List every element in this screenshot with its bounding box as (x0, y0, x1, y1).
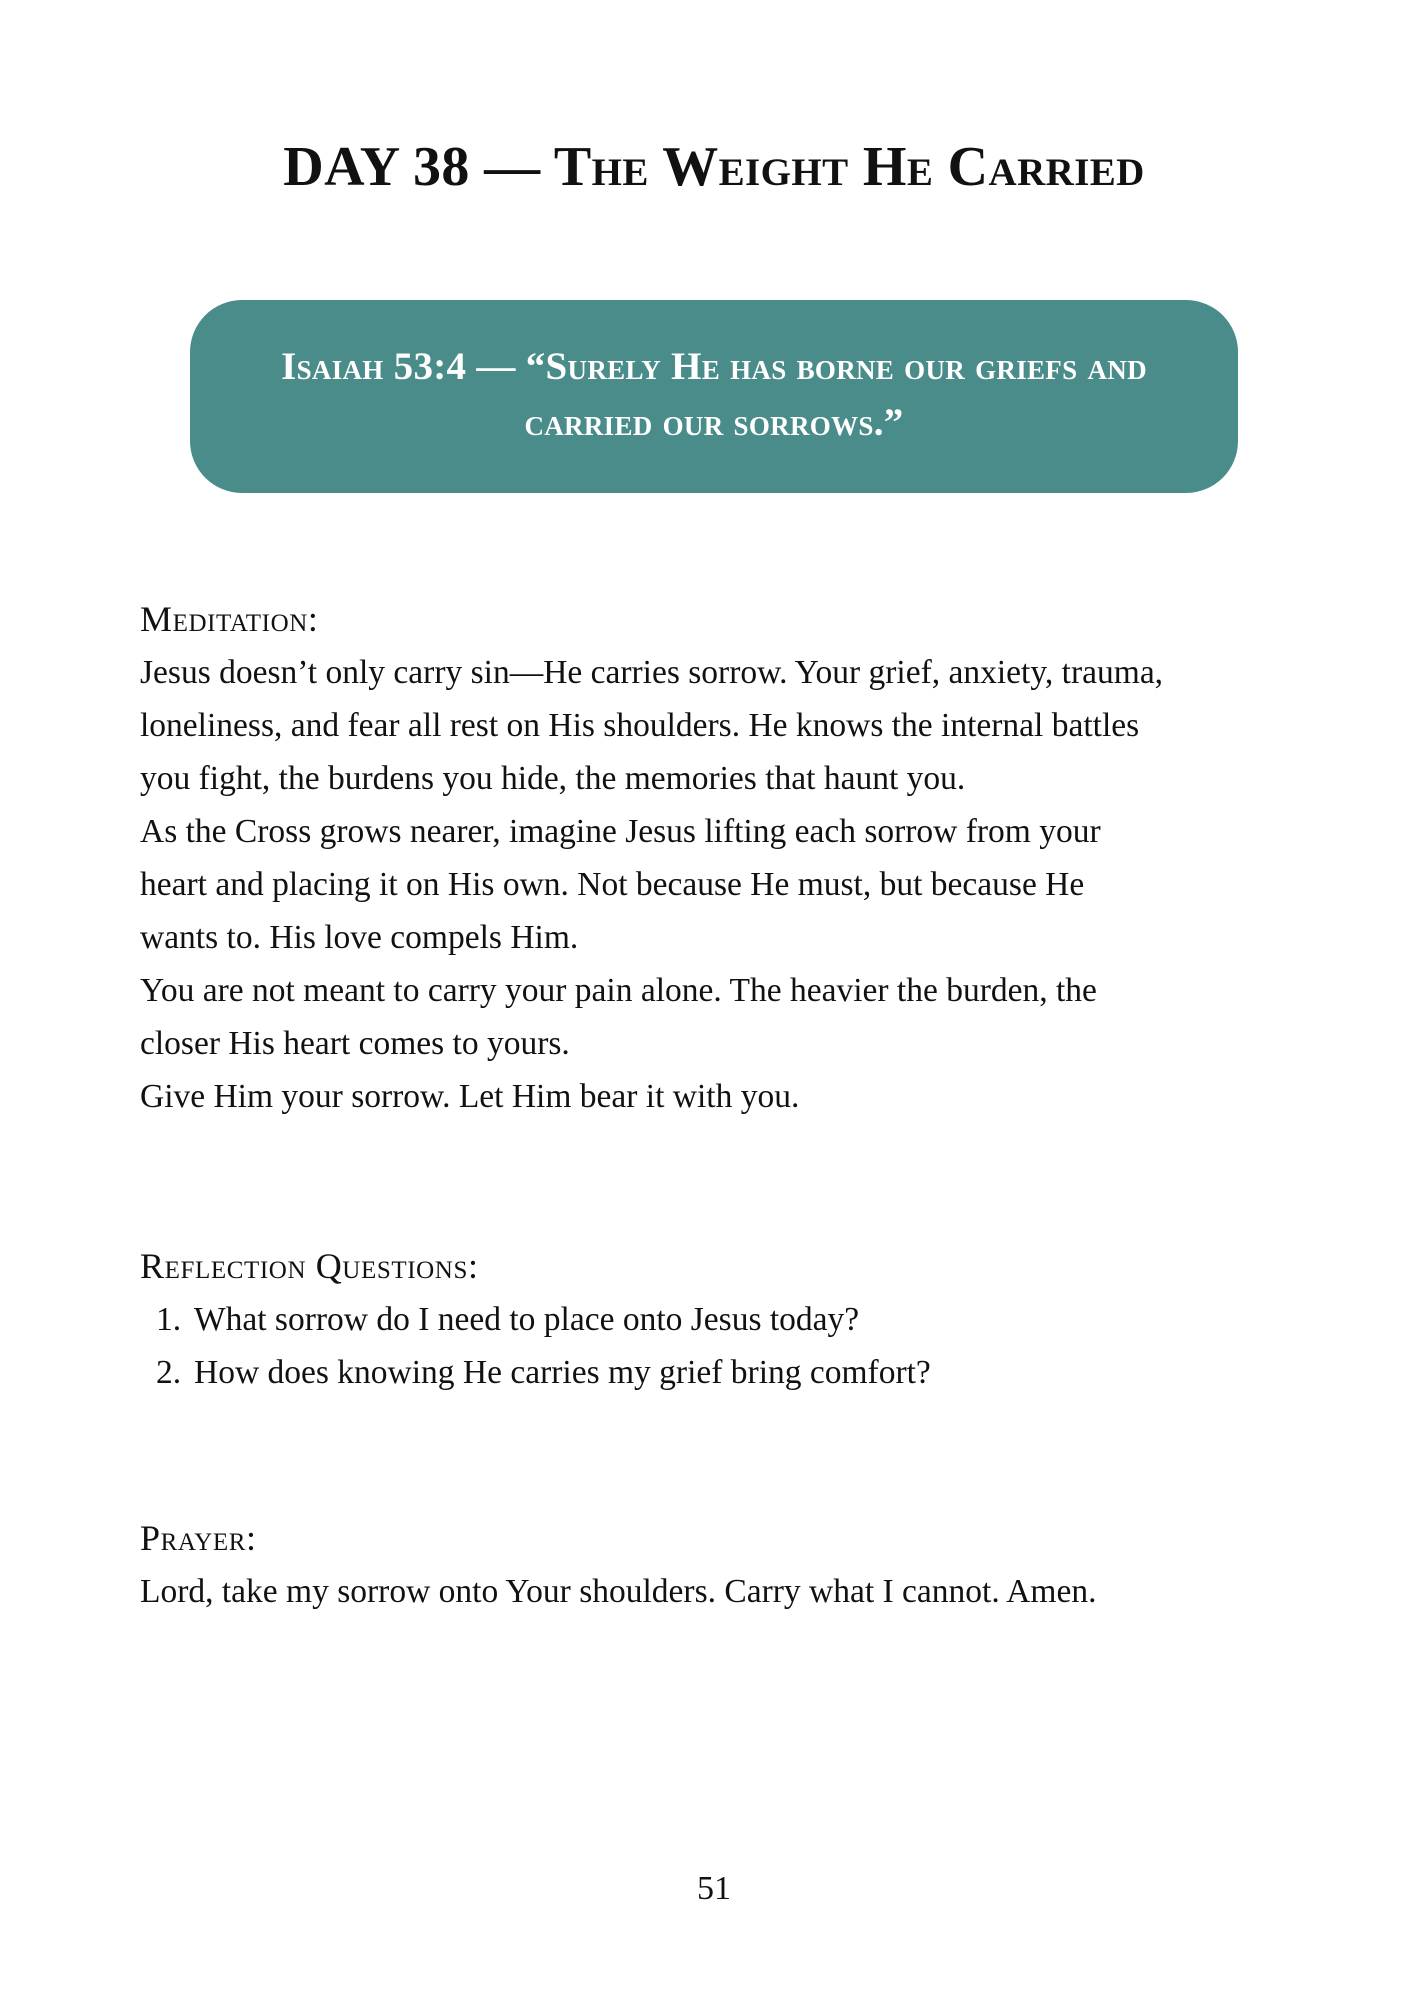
reflection-question-item (140, 1293, 1288, 1346)
meditation-line: wants to. His love compels Him. (140, 919, 579, 956)
reflection-question-item (140, 1346, 1288, 1399)
prayer-line: Lord, take my sorrow onto Your shoulders. Carry what I cannot. Amen. (140, 1573, 1097, 1610)
section-spacer (140, 1123, 1288, 1239)
reflection-questions-heading: Reflection Questions: (140, 1246, 479, 1286)
meditation-section (140, 592, 1288, 1123)
meditation-line: You are not meant to carry your pain alone. The heavier the burden, the (140, 972, 1097, 1009)
meditation-line: heart and placing it on His own. Not because He must, but because He (140, 866, 1085, 903)
meditation-heading: Meditation: (140, 599, 319, 639)
question-number: 2. (156, 1354, 182, 1391)
verse-text: Isaiah 53:4 — “Surely He has borne our griefs and carried our sorrows.” (281, 344, 1147, 444)
page-content (140, 592, 1288, 1618)
meditation-line: you fight, the burdens you hide, the memories that haunt you. (140, 760, 966, 797)
page-number: 51 (697, 1870, 731, 1907)
prayer-body (140, 1565, 1288, 1618)
question-text: What sorrow do I need to place onto Jesus today? (194, 1301, 860, 1338)
meditation-line: loneliness, and fear all rest on His shoulders. He knows the internal battles (140, 707, 1140, 744)
meditation-line: Jesus doesn’t only carry sin—He carries sorrow. Your grief, anxiety, trauma, (140, 654, 1164, 691)
verse-callout-box (190, 300, 1238, 493)
section-spacer (140, 1399, 1288, 1511)
reflection-questions-section (140, 1239, 1288, 1399)
meditation-line: As the Cross grows nearer, imagine Jesus lifting each sorrow from your (140, 813, 1101, 850)
question-text: How does knowing He carries my grief bring comfort? (194, 1354, 931, 1391)
meditation-body (140, 646, 1288, 1123)
prayer-section (140, 1511, 1288, 1618)
question-number: 1. (156, 1301, 182, 1338)
meditation-line: closer His heart comes to yours. (140, 1025, 570, 1062)
page-title: DAY 38 — The Weight He Carried (283, 135, 1145, 198)
meditation-line: Give Him your sorrow. Let Him bear it with you. (140, 1078, 800, 1115)
reflection-question-list (140, 1293, 1288, 1399)
prayer-heading: Prayer: (140, 1518, 257, 1558)
